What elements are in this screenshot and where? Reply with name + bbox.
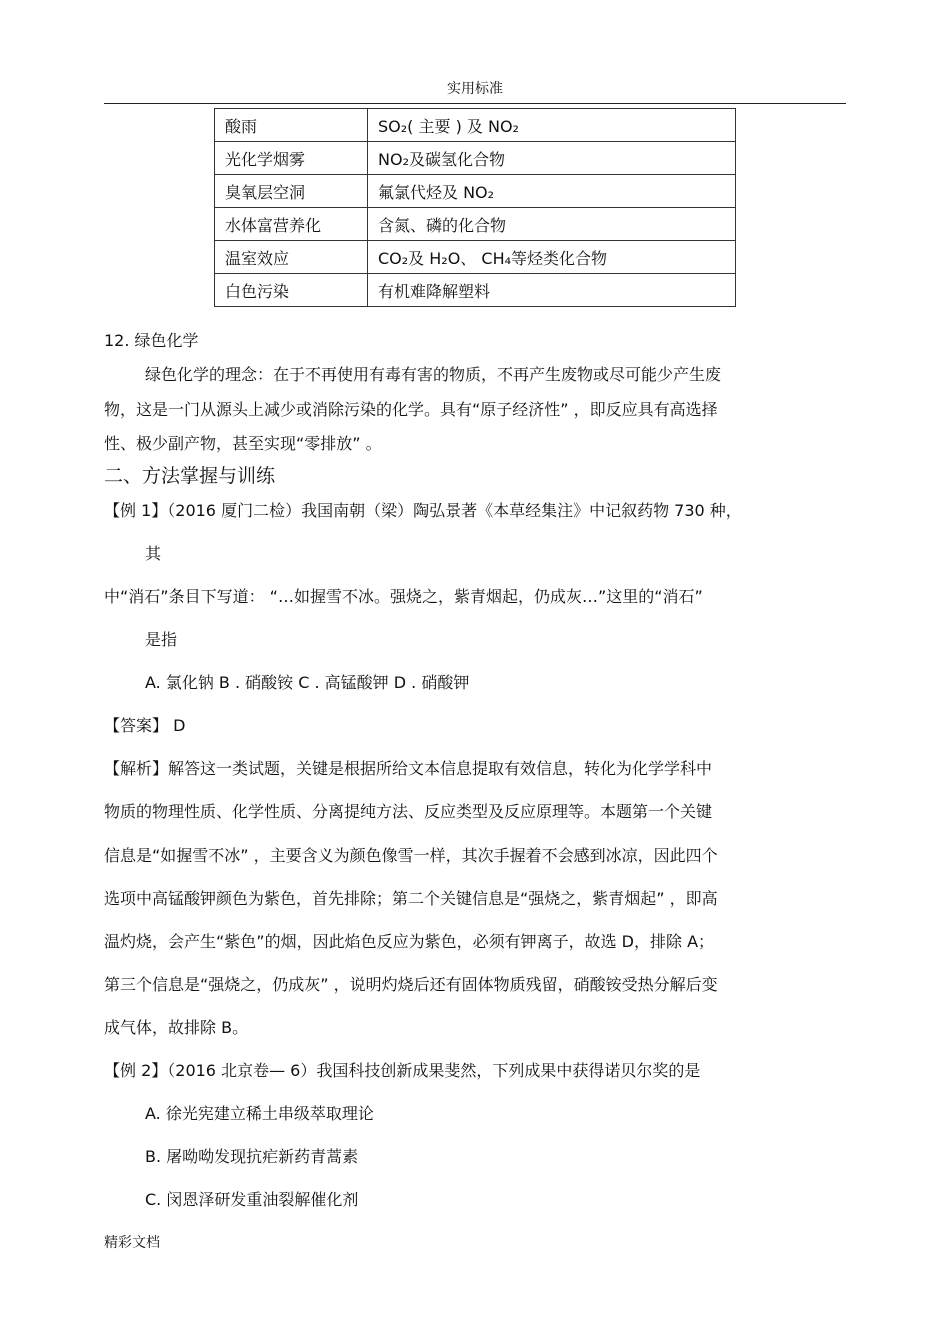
example-1-options: A. 氯化钠 B . 硝酸铵 C . 高锰酸钾 D . 硝酸钾 <box>145 673 470 692</box>
section-12-line-3: 性、极少副产物，甚至实现“零排放” 。 <box>104 434 382 453</box>
example-2-option-c: C. 闵恩泽研发重油裂解催化剂 <box>145 1190 359 1209</box>
table-row <box>215 142 736 175</box>
section-12-line-1: 绿色化学的理念：在于不再使用有毒有害的物质，不再产生废物或尽可能少产生废 <box>145 365 722 384</box>
analysis-line-3: 信息是“如握雪不冰” ，主要含义为颜色像雪一样，其次手握着不会感到冰凉，因此四个 <box>104 846 718 865</box>
table-row <box>215 109 736 142</box>
header-divider <box>104 103 846 104</box>
example-2-option-b: B. 屠呦呦发现抗疟新药青蒿素 <box>145 1147 359 1166</box>
analysis-line-1: 【解析】解答这一类试题，关键是根据所给文本信息提取有效信息，转化为化学学科中 <box>104 759 713 778</box>
pollution-cause-cell: CO₂及 H₂O、 CH₄等烃类化合物 <box>368 241 736 274</box>
pollution-table <box>214 108 736 307</box>
section-12-heading: 12. 绿色化学 <box>104 331 199 350</box>
pollution-name-cell: 酸雨 <box>215 109 368 142</box>
table-row <box>215 241 736 274</box>
pollution-cause-cell: SO₂( 主要 ) 及 NO₂ <box>368 109 736 142</box>
analysis-line-6: 第三个信息是“强烧之，仍成灰” ，说明灼烧后还有固体物质残留，硝酸铵受热分解后变 <box>104 975 718 994</box>
example-2-stem: 【例 2】（2016 北京卷— 6）我国科技创新成果斐然，下列成果中获得诺贝尔奖的是 <box>104 1061 701 1080</box>
analysis-line-7: 成气体，故排除 B。 <box>104 1018 249 1037</box>
example-2-option-a: A. 徐光宪建立稀土串级萃取理论 <box>145 1104 374 1123</box>
pollution-cause-cell: 有机难降解塑料 <box>368 274 736 307</box>
section-2-heading: 二、方法掌握与训练 <box>104 465 276 487</box>
section-12-line-2: 物，这是一门从源头上减少或消除污染的化学。具有“原子经济性” ，即反应具有高选择 <box>104 400 718 419</box>
table-row <box>215 175 736 208</box>
table-row <box>215 274 736 307</box>
pollution-name-cell: 温室效应 <box>215 241 368 274</box>
pollution-name-cell: 白色污染 <box>215 274 368 307</box>
example-1-line-2: 其 <box>145 544 162 563</box>
pollution-name-cell: 水体富营养化 <box>215 208 368 241</box>
pollution-cause-cell: 氟氯代烃及 NO₂ <box>368 175 736 208</box>
example-1-answer: 【答案】 D <box>104 716 186 735</box>
pollution-name-cell: 臭氧层空洞 <box>215 175 368 208</box>
analysis-line-2: 物质的物理性质、化学性质、分离提纯方法、反应类型及反应原理等。本题第一个关键 <box>104 802 713 821</box>
pollution-name-cell: 光化学烟雾 <box>215 142 368 175</box>
analysis-line-4: 选项中高锰酸钾颜色为紫色，首先排除；第二个关键信息是“强烧之，紫青烟起” ，即高 <box>104 889 718 908</box>
page-header-title: 实用标准 <box>447 81 503 97</box>
example-1-line-1: 【例 1】（2016 厦门二检）我国南朝（梁）陶弘景著《本草经集注》中记叙药物 730 种， <box>104 501 742 520</box>
example-1-line-3: 中“消石”条目下写道： “…如握雪不冰。强烧之，紫青烟起，仍成灰…”这里的“消石” <box>104 587 703 606</box>
example-1-line-4: 是指 <box>145 630 178 649</box>
table-row <box>215 208 736 241</box>
pollution-cause-cell: 含氮、磷的化合物 <box>368 208 736 241</box>
pollution-cause-cell: NO₂及碳氢化合物 <box>368 142 736 175</box>
analysis-line-5: 温灼烧，会产生“紫色”的烟，因此焰色反应为紫色，必须有钾离子，故选 D，排除 A； <box>104 932 715 951</box>
page-footer: 精彩文档 <box>104 1235 160 1251</box>
